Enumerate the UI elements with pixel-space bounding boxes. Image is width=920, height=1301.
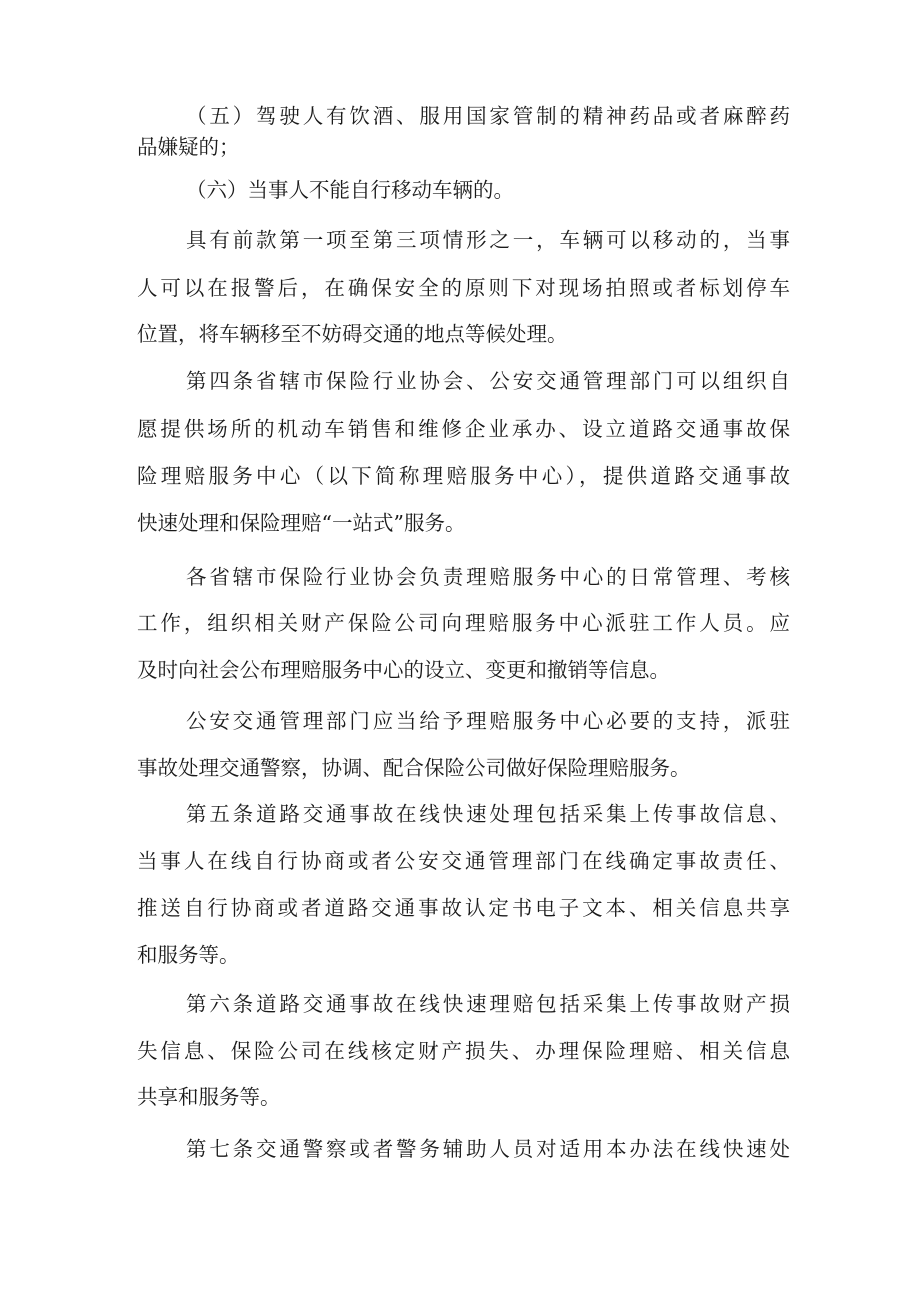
paragraph-line: 共享和服务等。: [137, 1085, 281, 1109]
paragraph-line: （五）驾驶人有饮酒、服用国家管制的精神药品或者麻醉药: [186, 104, 790, 128]
paragraph-line: （六）当事人不能自行移动车辆的。: [186, 178, 514, 202]
paragraph-line: 当事人在线自行协商或者公安交通管理部门在线确定事故责任、: [137, 849, 790, 873]
paragraph-line: 险理赔服务中心（以下简称理赔服务中心），提供道路交通事故: [137, 464, 790, 488]
paragraph-line: 工作，组织相关财产保险公司向理赔服务中心派驻工作人员。应: [137, 611, 790, 635]
paragraph-line: 位置，将车辆移至不妨碍交通的地点等候处理。: [137, 322, 568, 346]
paragraph-line: 推送自行协商或者道路交通事故认定书电子文本、相关信息共享: [137, 896, 790, 920]
paragraph-line: 事故处理交通警察，协调、配合保险公司做好保险理赔服务。: [137, 756, 691, 780]
paragraph-line: 品嫌疑的；: [137, 135, 240, 159]
paragraph-line: 第七条交通警察或者警务辅助人员对适用本办法在线快速处: [186, 1137, 790, 1161]
paragraph-line: 各省辖市保险行业协会负责理赔服务中心的日常管理、考核: [186, 565, 790, 589]
paragraph-line: 人可以在报警后，在确保安全的原则下对现场拍照或者标划停车: [137, 276, 790, 300]
paragraph-line: 具有前款第一项至第三项情形之一，车辆可以移动的，当事: [186, 228, 790, 252]
paragraph-line: 快速处理和保险理赔“一站式”服务。: [137, 511, 466, 535]
paragraph-line: 及时向社会公布理赔服务中心的设立、变更和撤销等信息。: [137, 658, 670, 682]
paragraph-line: 和服务等。: [137, 943, 240, 967]
paragraph-line: 第四条省辖市保险行业协会、公安交通管理部门可以组织自: [186, 369, 790, 393]
paragraph-line: 第六条道路交通事故在线快速理赔包括采集上传事故财产损: [186, 992, 790, 1016]
paragraph-line: 愿提供场所的机动车销售和维修企业承办、设立道路交通事故保: [137, 417, 790, 441]
paragraph-line: 失信息、保险公司在线核定财产损失、办理保险理赔、相关信息: [137, 1039, 790, 1063]
paragraph-line: 第五条道路交通事故在线快速处理包括采集上传事故信息、: [186, 802, 790, 826]
paragraph-line: 公安交通管理部门应当给予理赔服务中心必要的支持，派驻: [186, 709, 790, 733]
